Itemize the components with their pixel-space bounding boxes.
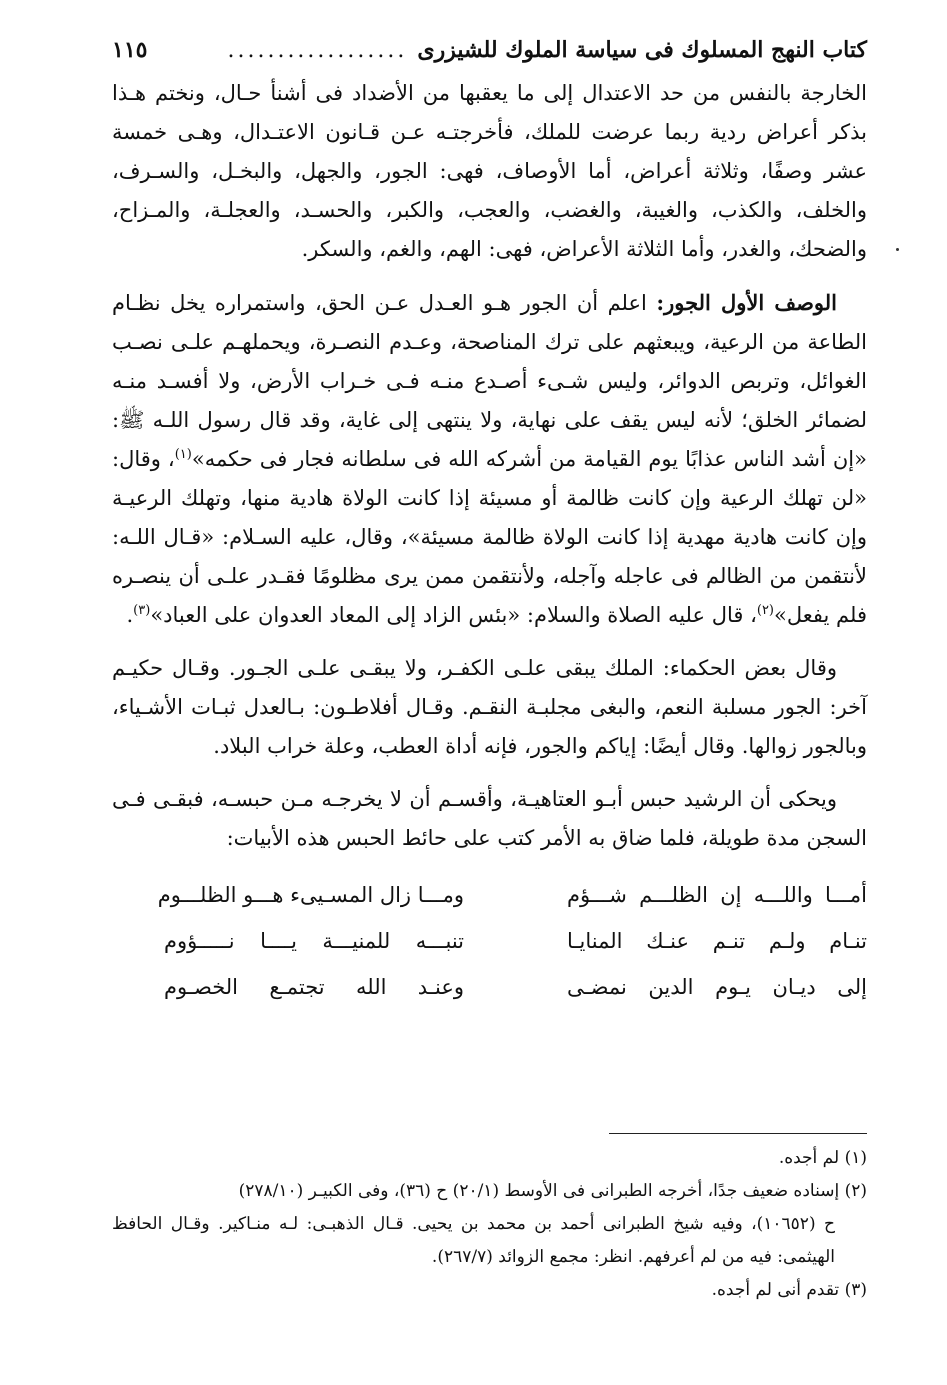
page-number: ١١٥ [112, 37, 148, 63]
verse-second-hemistich: ومـــا زال المسـيىء هـــو الظلـــوم [157, 882, 464, 907]
footnote-3: (٣) تقدم أنى لم أجده. [711, 1280, 867, 1300]
verse-second-hemistich: تنبـــه للمنيـــة يــــا نـــــؤوم [164, 928, 464, 953]
main-text [112, 74, 867, 1010]
margin-dot [896, 248, 899, 251]
footnotes [112, 1142, 867, 1307]
paragraph-text: اعلم أن الجور هـو العـدل عـن الحق، واستمراره يخل نظـام الطاعة من الرعية، ويبعثهم على ترك المناصحة، وعـدم النصـرة، ويحملهـم علـى نصـب الغوائل، وتربص الدوائر، وليس شـىء أصـدع منـه فـى خـراب الأرض، ولا أفسـد منـه لضمائر الخلق؛ لأنه ليس يقف على نهاية، ولا ينتهى إلى غاية، وقد قال رسول اللـه ﷺ: «إن أشد الناس عذابًا يوم القيامة من أشركه الله فى سلطانه فجار فى حكمه» [112, 291, 867, 471]
poem-verse [112, 964, 867, 1010]
paragraph-injustice [112, 283, 867, 635]
footnote-1: (١) لم أجده. [778, 1148, 867, 1168]
verse-first-hemistich: أمـــا واللـــه إن الظلـــم شـــؤم [567, 882, 867, 907]
poem [112, 872, 867, 1010]
poem-verse [112, 918, 867, 964]
poem-verse [112, 872, 867, 918]
section-heading: الوصف الأول الجور: [656, 290, 837, 315]
running-header [112, 30, 867, 70]
verse-first-hemistich: إلى ديـان يـوم الدين نمضـى [567, 974, 867, 999]
paragraph-intro: الخارجة بالنفس من حد الاعتدال إلى ما يعقبها من الأضداد فى أشنأ حـال، ونختم هـذا بذكر أعراض ردية ربما عرضت للملك، فأخرجتـه عـن قـانون الاعتـدال، وهـى خمسة عشر وصفًا، وثلاثة أعراض، أما الأوصاف، فهى: الجور، والجهل، والبخـل، والسـرف، والخلف، والكذب، والغيبة، والغضب، والعجب، والكبر، والحسـد، والعجلـة، والمـزاح، والضحك، والغدر، وأما الثلاثة الأعراض، فهى: الهم، والغم، والسكر. [112, 81, 867, 261]
footnote-separator [609, 1133, 867, 1134]
verse-first-hemistich: تنـام ولـم تنـم عنـك المنايـا [567, 928, 867, 953]
header-leader-dots: .................. [227, 37, 408, 63]
paragraph-text: . [126, 603, 134, 627]
footnote-ref-3: (٣) [133, 603, 151, 618]
footnote-2-continued: ح (١٠٦٥٢)، وفيه شيخ الطبرانى أحمد بن محمد بن يحيى. قـال الذهبـى: لـه منـاكير. وقـال الحافظ الهيثمى: فيه من لم أعرفهم. انظر: مجمع الزوائد (٢٦٧/٧). [112, 1214, 836, 1267]
paragraph-text: ، وقال: «لن تهلك الرعية وإن كانت ظالمة أو مسيئة إذا كانت الولاة هادية منها، وتهلك الرعيـة وإن كانت هادية مهدية إذا كانت الولاة ظالمة مسيئة»، وقال، عليه السـلام: «قـال اللـه: لأنتقمن من الظالم فى عاجله وآجله، ولأنتقمن ممن يرى مظلومًا فقـدر علـى أن ينصـره فلم يفعل» [112, 447, 867, 627]
footnote-ref-1: (١) [174, 447, 192, 462]
header-title: كتاب النهج المسلوك فى سياسة الملوك للشيزرى [417, 37, 867, 63]
paragraph-story: ويحكى أن الرشيد حبس أبـو العتاهيـة، وأقسـم أن لا يخرجـه مـن حبسـه، فبقـى فـى السجن مدة طويلة، فلما ضاق به الأمر كتب على حائط الحبس هذه الأبيات: [112, 787, 867, 850]
footnote-ref-2: (٢) [756, 603, 774, 618]
verse-second-hemistich: وعنـد الله تجتمـع الخصـوم [164, 974, 464, 999]
footnote-2: (٢) إسناده ضعيف جدًا، أخرجه الطبرانى فى الأوسط (٢٠/١) ح (٣٦)، وفى الكبيـر (٢٧٨/١٠) [238, 1181, 867, 1201]
paragraph-text: ، قال عليه الصلاة والسلام: «بئس الزاد إلى المعاد العدوان على العباد» [150, 603, 757, 627]
paragraph-sages: وقال بعض الحكماء: الملك يبقى علـى الكفـر، ولا يبقـى علـى الجـور. وقـال حكيـم آخر: الجور مسلبة النعم، والبغى مجلبـة النقـم. وقـال أفلاطـون: بـالعدل ثبـات الأشـياء، وبالجور زوالها. وقال أيضًا: إياكم والجور، فإنه أداة العطب، وعلة خراب البلاد. [112, 656, 867, 758]
